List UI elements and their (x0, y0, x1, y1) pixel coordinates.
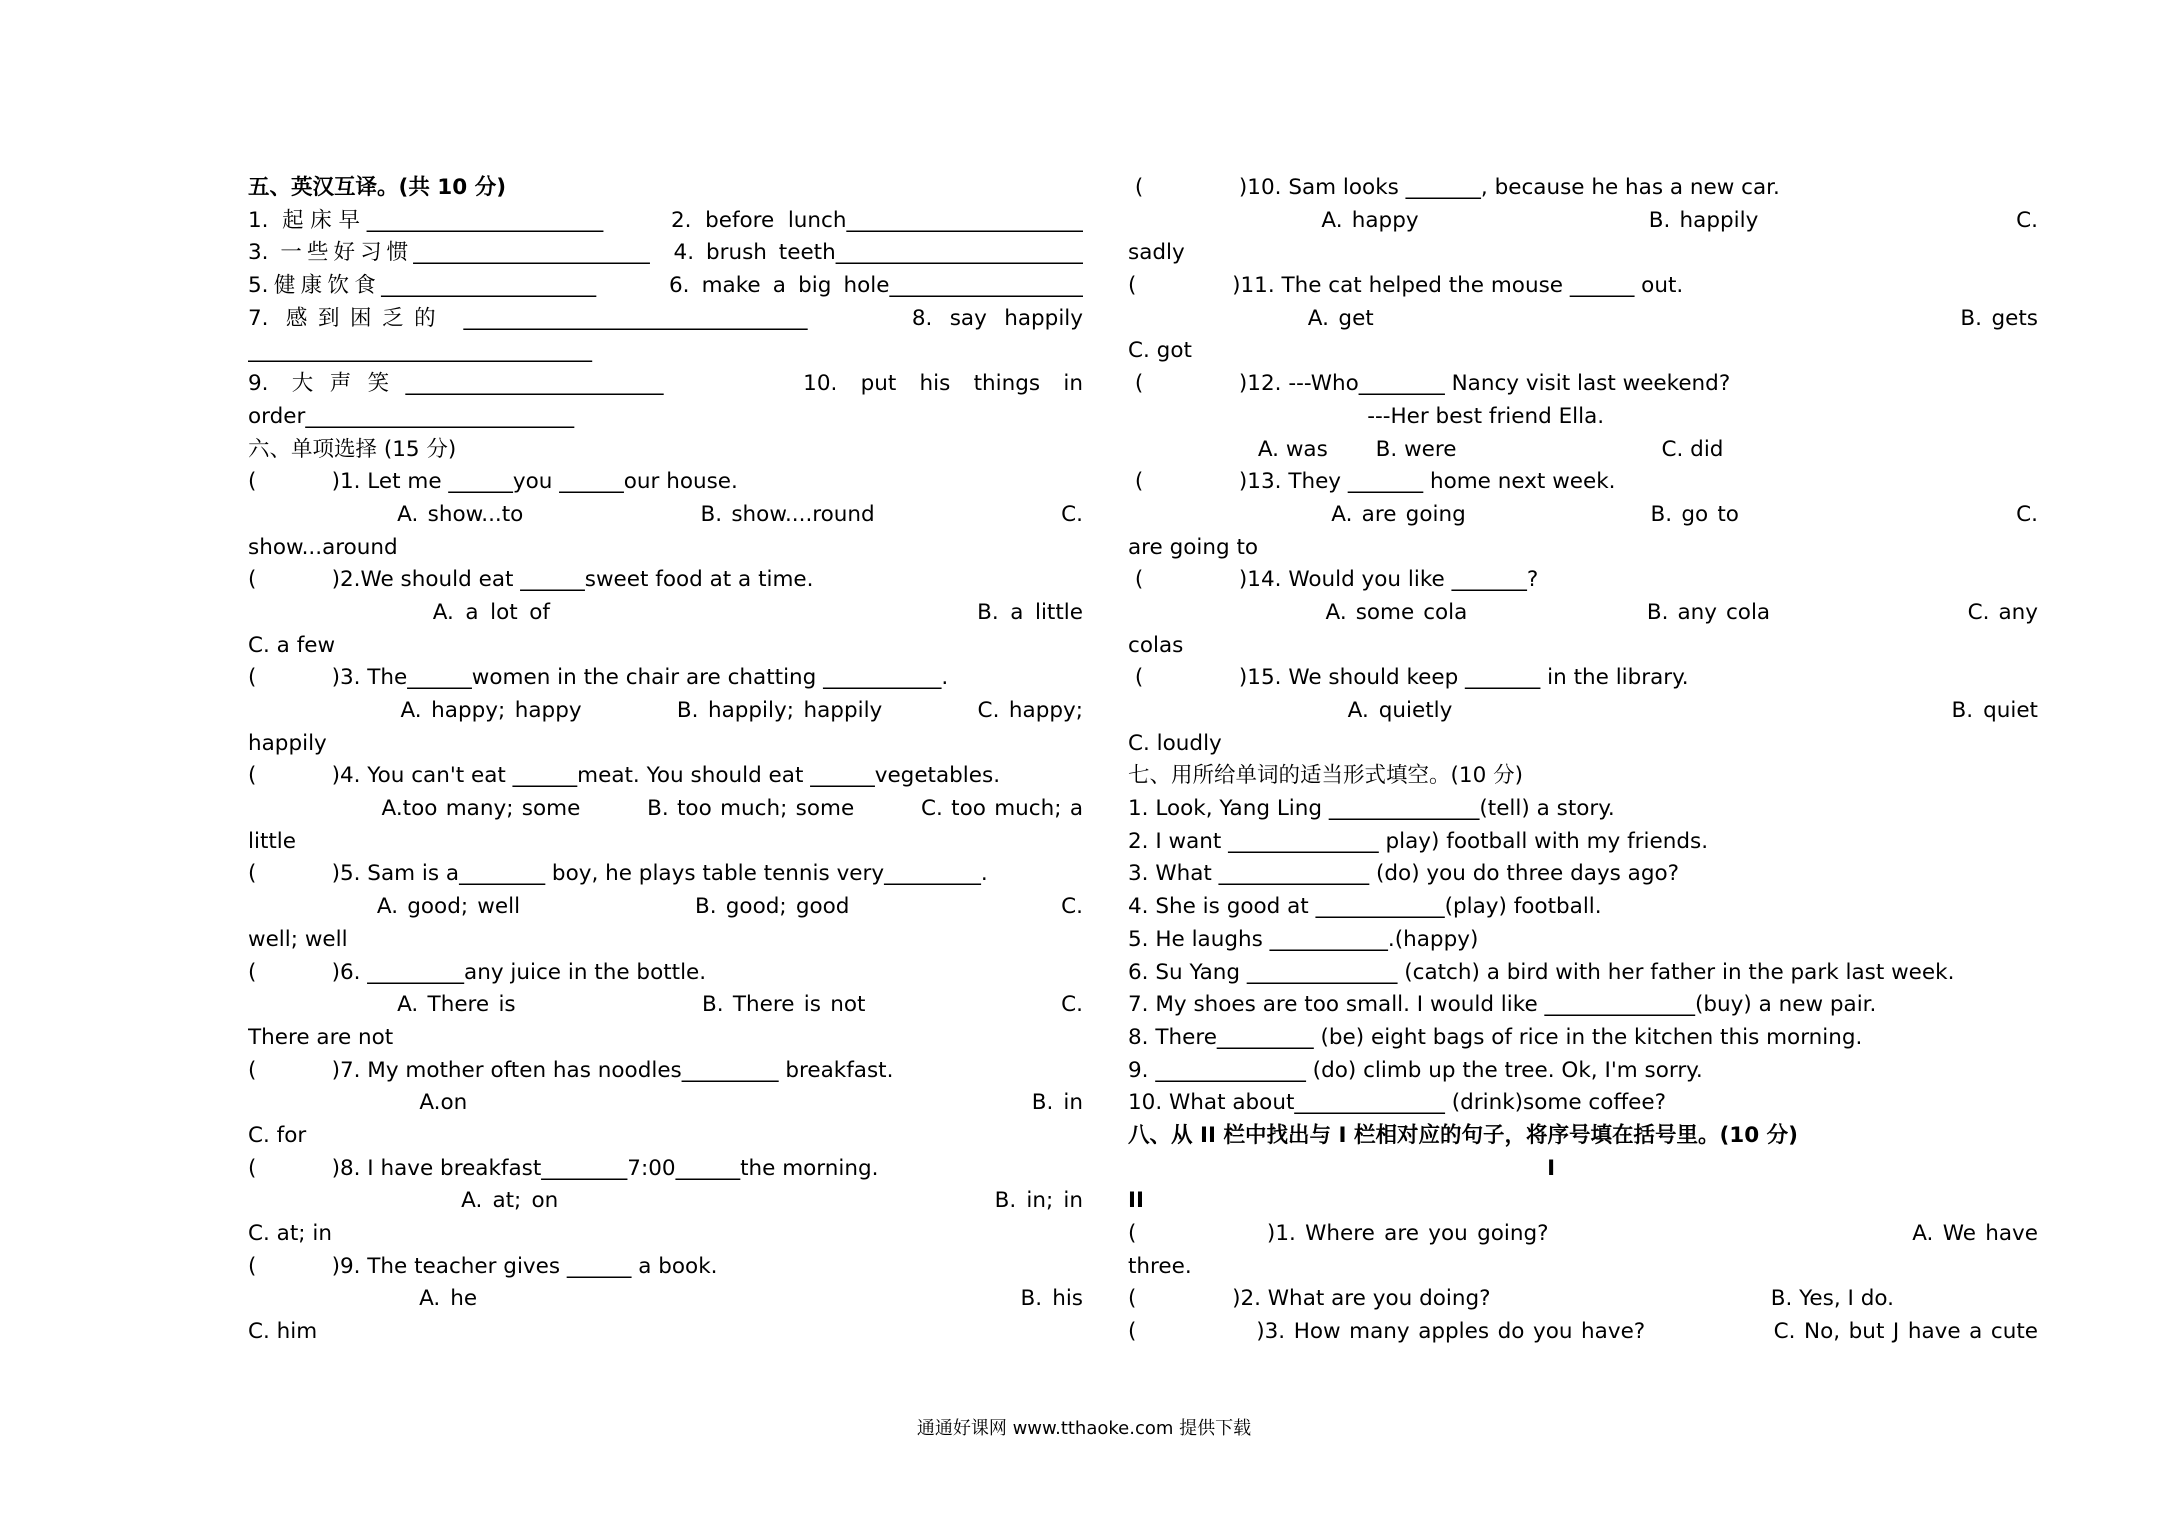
left-text-line: 六、单项选择 (15 分) (248, 436, 457, 462)
left-text-line: A. There is B. There is not C. (248, 992, 1083, 1018)
right-text-line: ( )2. What are you doing? B. Yes, I do. (1128, 1286, 1894, 1312)
left-text-line: ( )1. Let me ______you ______our house. (248, 469, 738, 495)
left-column (248, 172, 1083, 1349)
right-text-line: II (1128, 1188, 1144, 1214)
left-text-line: C. a few (248, 632, 336, 658)
left-text-line: A. he B. his (248, 1286, 1083, 1312)
right-text-line: 1. Look, Yang Ling ______________(tell) a story. (1128, 796, 1615, 822)
left-text-line: A. a lot of B. a little (248, 599, 1083, 625)
right-text-line: A. are going B. go to C. (1128, 501, 2038, 527)
left-text-line: C. him (248, 1319, 318, 1345)
left-text-line: A. show...to B. show....round C. (248, 501, 1083, 527)
left-text-line: A. happy; happy B. happily; happily C. happy; (248, 698, 1083, 723)
left-text-line: order_________________________ (248, 403, 575, 429)
right-text-line: ( )12. ---Who________ Nancy visit last weekend? (1128, 371, 1731, 397)
right-text-line: sadly (1128, 240, 1185, 266)
right-text-line: ( )1. Where are you going? A. We have (1128, 1221, 2038, 1246)
left-text-line: show...around (248, 534, 398, 560)
right-text-line: three. (1128, 1253, 1192, 1279)
right-text-line: ( )11. The cat helped the mouse ______ out. (1128, 273, 1684, 299)
right-text-line: ( )13. They _______ home next week. (1128, 469, 1616, 495)
left-text-line: 9. 大声笑________________________ 10. put his things in (248, 371, 1083, 397)
right-text-line: 3. What ______________ (do) you do three days ago? (1128, 861, 1680, 887)
left-text-line: ( )2.We should eat ______sweet food at a time. (248, 567, 814, 593)
left-text-line: ( )6. _________any juice in the bottle. (248, 959, 707, 985)
left-text-line: 3. 一些好习惯______________________ 4. brush teeth_______________________ (248, 240, 1083, 266)
left-text-line: A. at; on B. in; in (248, 1188, 1083, 1214)
left-text-line: well; well (248, 926, 348, 952)
right-text-line: A. happy B. happily C. (1128, 207, 2038, 233)
right-text-line: A. quietly B. quiet (1128, 698, 2038, 723)
right-text-line: 8. There_________ (be) eight bags of rice in the kitchen this morning. (1128, 1024, 1863, 1050)
right-text-line: are going to (1128, 534, 1259, 560)
right-text-line: 5. He laughs ___________.(happy) (1128, 926, 1479, 952)
right-text-line: C. loudly (1128, 730, 1222, 756)
right-text-line: 9. ______________ (do) climb up the tree. Ok, I'm sorry. (1128, 1057, 1703, 1083)
right-text-line: 10. What about______________ (drink)some coffee? (1128, 1090, 1667, 1116)
left-text-line: ( )8. I have breakfast________7:00______the morning. (248, 1155, 879, 1181)
right-text-line: ( )10. Sam looks _______, because he has a new car. (1128, 175, 1780, 200)
right-text-line: A. some cola B. any cola C. any (1128, 599, 2038, 625)
footer-credit: 通通好课网 www.tthaoke.com 提供下载 (916, 1418, 1252, 1439)
left-text-line: 5.健康饮食____________________ 6. make a big hole__________________ (248, 273, 1083, 299)
right-text-line: ---Her best friend Ella. (1128, 403, 1605, 429)
right-text-line: I (1128, 1155, 1556, 1181)
left-text-line: 7. 感到困乏的 ________________________________ 8. say happily (248, 305, 1083, 331)
left-text-line: ( )7. My mother often has noodles_________ breakfast. (248, 1057, 894, 1083)
right-text-line: A. was B. were C. did (1128, 436, 1724, 462)
left-text-line: happily (248, 730, 327, 756)
right-column (1128, 172, 2038, 1349)
right-text-line: C. got (1128, 338, 1192, 364)
left-text-line: A.too many; some B. too much; some C. too much; a (248, 796, 1083, 822)
left-text-line: ( )5. Sam is a________ boy, he plays table tennis very_________. (248, 861, 988, 887)
right-text-line: 4. She is good at ____________(play) football. (1128, 894, 1602, 920)
left-text-line: ________________________________ (248, 338, 592, 364)
right-text-line: 7. My shoes are too small. I would like ______________(buy) a new pair. (1128, 992, 1877, 1018)
left-text-line: There are not (248, 1024, 394, 1050)
right-text-line: ( )15. We should keep _______ in the library. (1128, 665, 1689, 691)
right-text-line: 七、用所给单词的适当形式填空。(10 分) (1128, 763, 1523, 789)
right-text-line: colas (1128, 632, 1184, 658)
left-text-line: ( )9. The teacher gives ______ a book. (248, 1253, 718, 1279)
right-text-line: ( )3. How many apples do you have? C. No, but J have a cute (1128, 1319, 2038, 1345)
right-text-line: A. get B. gets (1128, 305, 2038, 331)
left-text-line: A. good; well B. good; good C. (248, 894, 1083, 920)
left-text-line: little (248, 828, 297, 854)
left-text-line: ( )3. The______women in the chair are chatting ___________. (248, 665, 949, 691)
left-text-line: C. at; in (248, 1221, 332, 1246)
right-text-line: 八、从 II 栏中找出与 I 栏相对应的句子，将序号填在括号里。(10 分) (1128, 1122, 1798, 1148)
right-text-line: 6. Su Yang ______________ (catch) a bird with her father in the park last week. (1128, 959, 1955, 985)
left-text-line: A.on B. in (248, 1090, 1083, 1116)
left-text-line: 1. 起床早______________________ 2. before lunch______________________ (248, 207, 1083, 233)
left-text-line: C. for (248, 1122, 307, 1148)
right-text-line: 2. I want ______________ play) football with my friends. (1128, 828, 1709, 854)
left-text-line: ( )4. You can't eat ______meat. You should eat ______vegetables. (248, 763, 1001, 789)
left-text-line: 五、英汉互译。(共 10 分) (248, 175, 507, 200)
right-text-line: ( )14. Would you like _______? (1128, 567, 1539, 593)
